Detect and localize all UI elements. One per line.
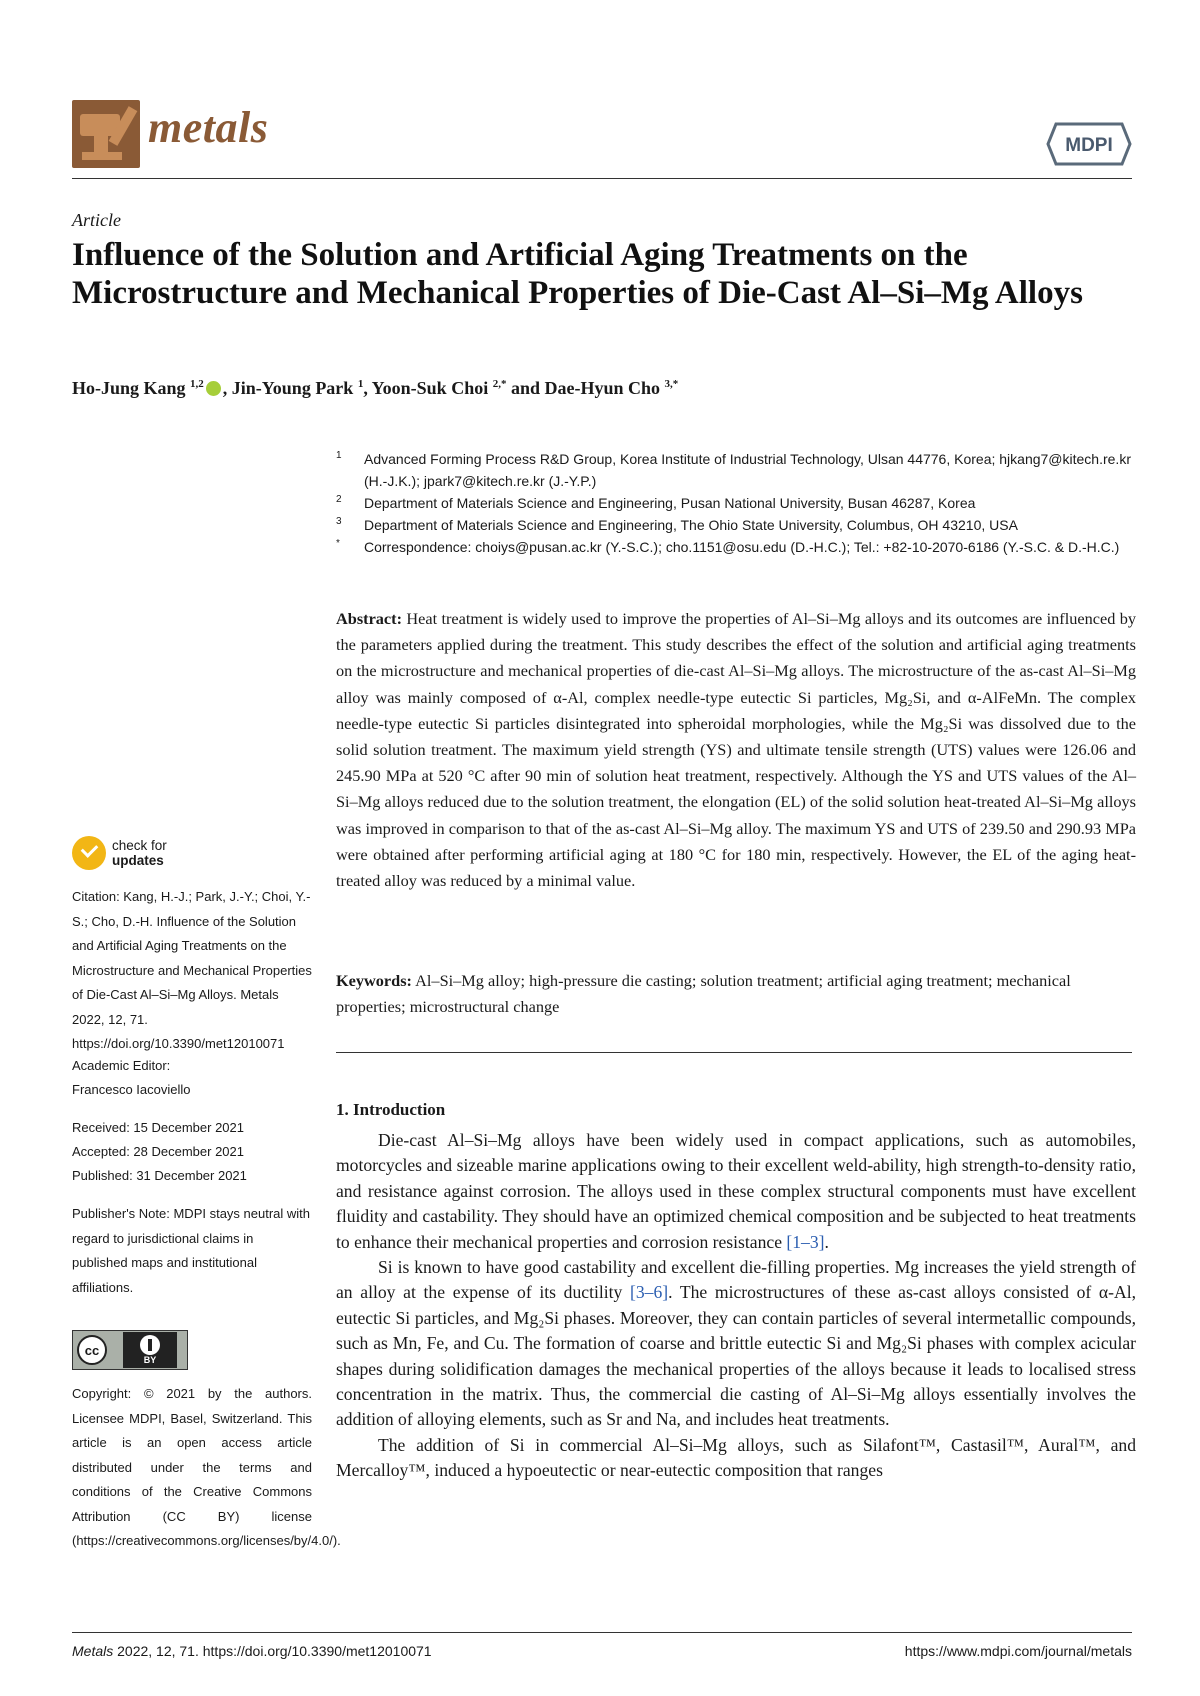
author-name: Ho-Jung Kang: [72, 378, 186, 398]
affiliation-text: Advanced Forming Process R&D Group, Korea Institute of Industrial Technology, Ulsan 44776, Korea; hjkang7@kitech.re.kr (H.-J.K.); jpark7@kitech.re.kr (J.-Y.P.): [364, 451, 1131, 489]
published-date: Published: 31 December 2021: [72, 1168, 247, 1183]
affiliation-number: 3: [336, 516, 342, 527]
author-affiliation: 2,*: [492, 378, 507, 390]
article-type: Article: [72, 210, 121, 230]
affiliation-item: [336, 448, 1136, 492]
author-list: [72, 378, 1132, 399]
author-name: Yoon-Suk Choi: [371, 378, 489, 398]
affiliation-item: [336, 492, 1136, 514]
paragraph-text: Si is known to have good castability and excellent die-filling properties. Mg increases the yield strength of an alloy at the expense of its ductility: [336, 1257, 1136, 1303]
mdpi-logo-text: MDPI: [1065, 135, 1113, 156]
footer-journal-url[interactable]: https://www.mdpi.com/journal/metals: [904, 1643, 1132, 1659]
abstract-text: Heat treatment is widely used to improve the properties of Al–Si–Mg alloys and its outcomes are influenced by the parameters applied during the treatment. This study describes the effect of the solution and artificial aging treatments on the microstructure and mechanical properties of die-cast Al–Si–Mg alloys. The microstructure of the as-cast Al–Si–Mg alloy was mainly composed of α-Al, complex needle-type eutectic Si particles, Mg₂Si, and α-AlFeMn. The complex needle-type eutectic Si particles disintegrated into spheroidal morphologies, while the Mg₂Si was dissolved due to the solid solution treatment. The maximum yield strength (YS) and ultimate tensile strength (UTS) values were 126.06 and 245.90 MPa at 520 °C after 90 min of solution heat treatment, respectively. Although the YS and UTS values of the Al–Si–Mg alloys reduced due to the solution treatment, the elongation (EL) of the solid solution heat-treated Al–Si–Mg alloys was improved in comparison to that of the as-cast Al–Si–Mg alloy. The maximum YS and UTS of 239.50 and 290.93 MPa were obtained after performing artificial aging at 180 °C for 180 min, respectively. However, the EL of the aging heat-treated alloy was reduced by a minimal value.: [336, 609, 1136, 891]
author-name: Dae-Hyun Cho: [544, 378, 661, 398]
section-heading: 1. Introduction: [336, 1100, 446, 1119]
orcid-icon[interactable]: [206, 381, 221, 396]
paragraph-text: . The microstructures of these as-cast alloys consisted of α-Al, eutectic Si particles, and Mg₂Si phases. Moreover, they can contain particles of several intermetallic compounds, such as Mn, Fe, and Cu. The formation of coarse and brittle eutectic Si and Mg₂Si phases with complex acicular shapes during solidification damages the mechanical properties of the alloys because it leads to localised stress concentration in the matrix. Thus, the commercial die casting of Al–Si–Mg alloys essentially involves the addition of alloying elements, such as Sr and Na, and includes heat treatments.: [336, 1282, 1136, 1430]
abstract-label: Abstract:: [336, 609, 403, 628]
keywords-text: Al–Si–Mg alloy; high-pressure die casting; solution treatment; artificial aging treatment; mechanical properties; microstructural change: [336, 971, 1071, 1016]
footer-divider: [72, 1632, 1132, 1633]
paragraph: [336, 1128, 1136, 1255]
check-label-line1: check for: [112, 838, 167, 853]
paragraph-text: Die-cast Al–Si–Mg alloys have been widely used in compact applications, such as automobiles, motorcycles and sizeable marine applications owing to their excellent weld-ability, high strength-to-density ratio, and resistance against corrosion. The alloys used in these complex structural components must have excellent fluidity and castability. They should have an optimized chemical composition and be subjected to heat treatments to enhance their mechanical properties and corrosion resistance: [336, 1130, 1136, 1252]
editor-name: Francesco Iacoviello: [72, 1082, 191, 1097]
footer-citation: [72, 1643, 432, 1659]
accepted-date: Accepted: 28 December 2021: [72, 1144, 244, 1159]
check-label-line2: updates: [112, 853, 164, 868]
citation-link[interactable]: [1–3]: [786, 1231, 825, 1252]
paragraph: [336, 1255, 1136, 1433]
cc-license-badge[interactable]: [72, 1330, 188, 1370]
author-separator: ,: [222, 378, 232, 398]
editor-label: Academic Editor:: [72, 1058, 171, 1073]
author-affiliation: 3,*: [664, 378, 679, 390]
introduction-body: [336, 1128, 1136, 1484]
journal-name: metals: [148, 103, 269, 152]
affiliation-list: [336, 448, 1136, 558]
keywords: [336, 968, 1136, 1020]
affiliation-text: Department of Materials Science and Engineering, The Ohio State University, Columbus, OH 43210, USA: [364, 517, 1018, 533]
header-divider: [72, 178, 1132, 179]
author-name: Jin-Young Park: [231, 378, 354, 398]
footer-journal: Metals: [72, 1643, 114, 1659]
author-separator: ,: [363, 378, 372, 398]
footer-citation-text[interactable]: 2022, 12, 71. https://doi.org/10.3390/met12010071: [113, 1643, 432, 1659]
cc-icon: cc: [77, 1335, 107, 1365]
affiliation-item: [336, 536, 1136, 558]
article-title: Influence of the Solution and Artificial Aging Treatments on the Microstructure and Mechanical Properties of Die-Cast Al–Si–Mg Alloys: [72, 237, 1083, 311]
keywords-label: Keywords:: [336, 971, 412, 990]
abstract: [336, 606, 1136, 894]
copyright-note: Copyright: © 2021 by the authors. Licensee MDPI, Basel, Switzerland. This article is an open access article distributed under the terms and conditions of the Creative Commons Attribution (CC BY) license (https://creativecommons.org/licenses/by/4.0/).: [72, 1386, 341, 1548]
check-for-updates-button[interactable]: [72, 836, 167, 870]
by-label: BY: [143, 1355, 157, 1365]
affiliation-text: Department of Materials Science and Engineering, Pusan National University, Busan 46287, Korea: [364, 495, 976, 511]
affiliation-number: 2: [336, 494, 342, 505]
author-separator: and: [506, 378, 545, 398]
citation-link[interactable]: [3–6]: [630, 1282, 669, 1303]
check-icon: [72, 836, 106, 870]
author-affiliation: 1,2: [190, 378, 204, 390]
author-affiliation: 1: [357, 378, 364, 390]
affiliation-item: [336, 514, 1136, 536]
paragraph: The addition of Si in commercial Al–Si–Mg alloys, such as Silafont™, Castasil™, Aural™, and Mercalloy™, induced a hypoeutectic or near-eutectic composition that ranges: [336, 1434, 1136, 1481]
received-date: Received: 15 December 2021: [72, 1120, 244, 1135]
citation-note: Citation: Kang, H.-J.; Park, J.-Y.; Choi, Y.-S.; Cho, D.-H. Influence of the Solution and Artificial Aging Treatments on the Microstructure and Mechanical Properties of Die-Cast Al–Si–Mg Alloys. Metals 2022, 12, 71. https://doi.org/10.3390/met12010071: [72, 889, 312, 1051]
attribution-icon: [140, 1335, 160, 1355]
paragraph-text: .: [824, 1231, 829, 1252]
mdpi-logo-icon: [1046, 118, 1132, 170]
publisher-note: Publisher's Note: MDPI stays neutral with regard to jurisdictional claims in published maps and institutional affiliations.: [72, 1206, 311, 1295]
journal-logo-icon: [72, 100, 140, 168]
affiliation-text: Correspondence: choiys@pusan.ac.kr (Y.-S.C.); cho.1151@osu.edu (D.-H.C.); Tel.: +82-10-2070-6186 (Y.-S.C. & D.-H.C.): [364, 539, 1120, 555]
affiliation-number: 1: [336, 450, 342, 461]
abstract-divider: [336, 1052, 1132, 1053]
affiliation-number: *: [336, 538, 340, 549]
